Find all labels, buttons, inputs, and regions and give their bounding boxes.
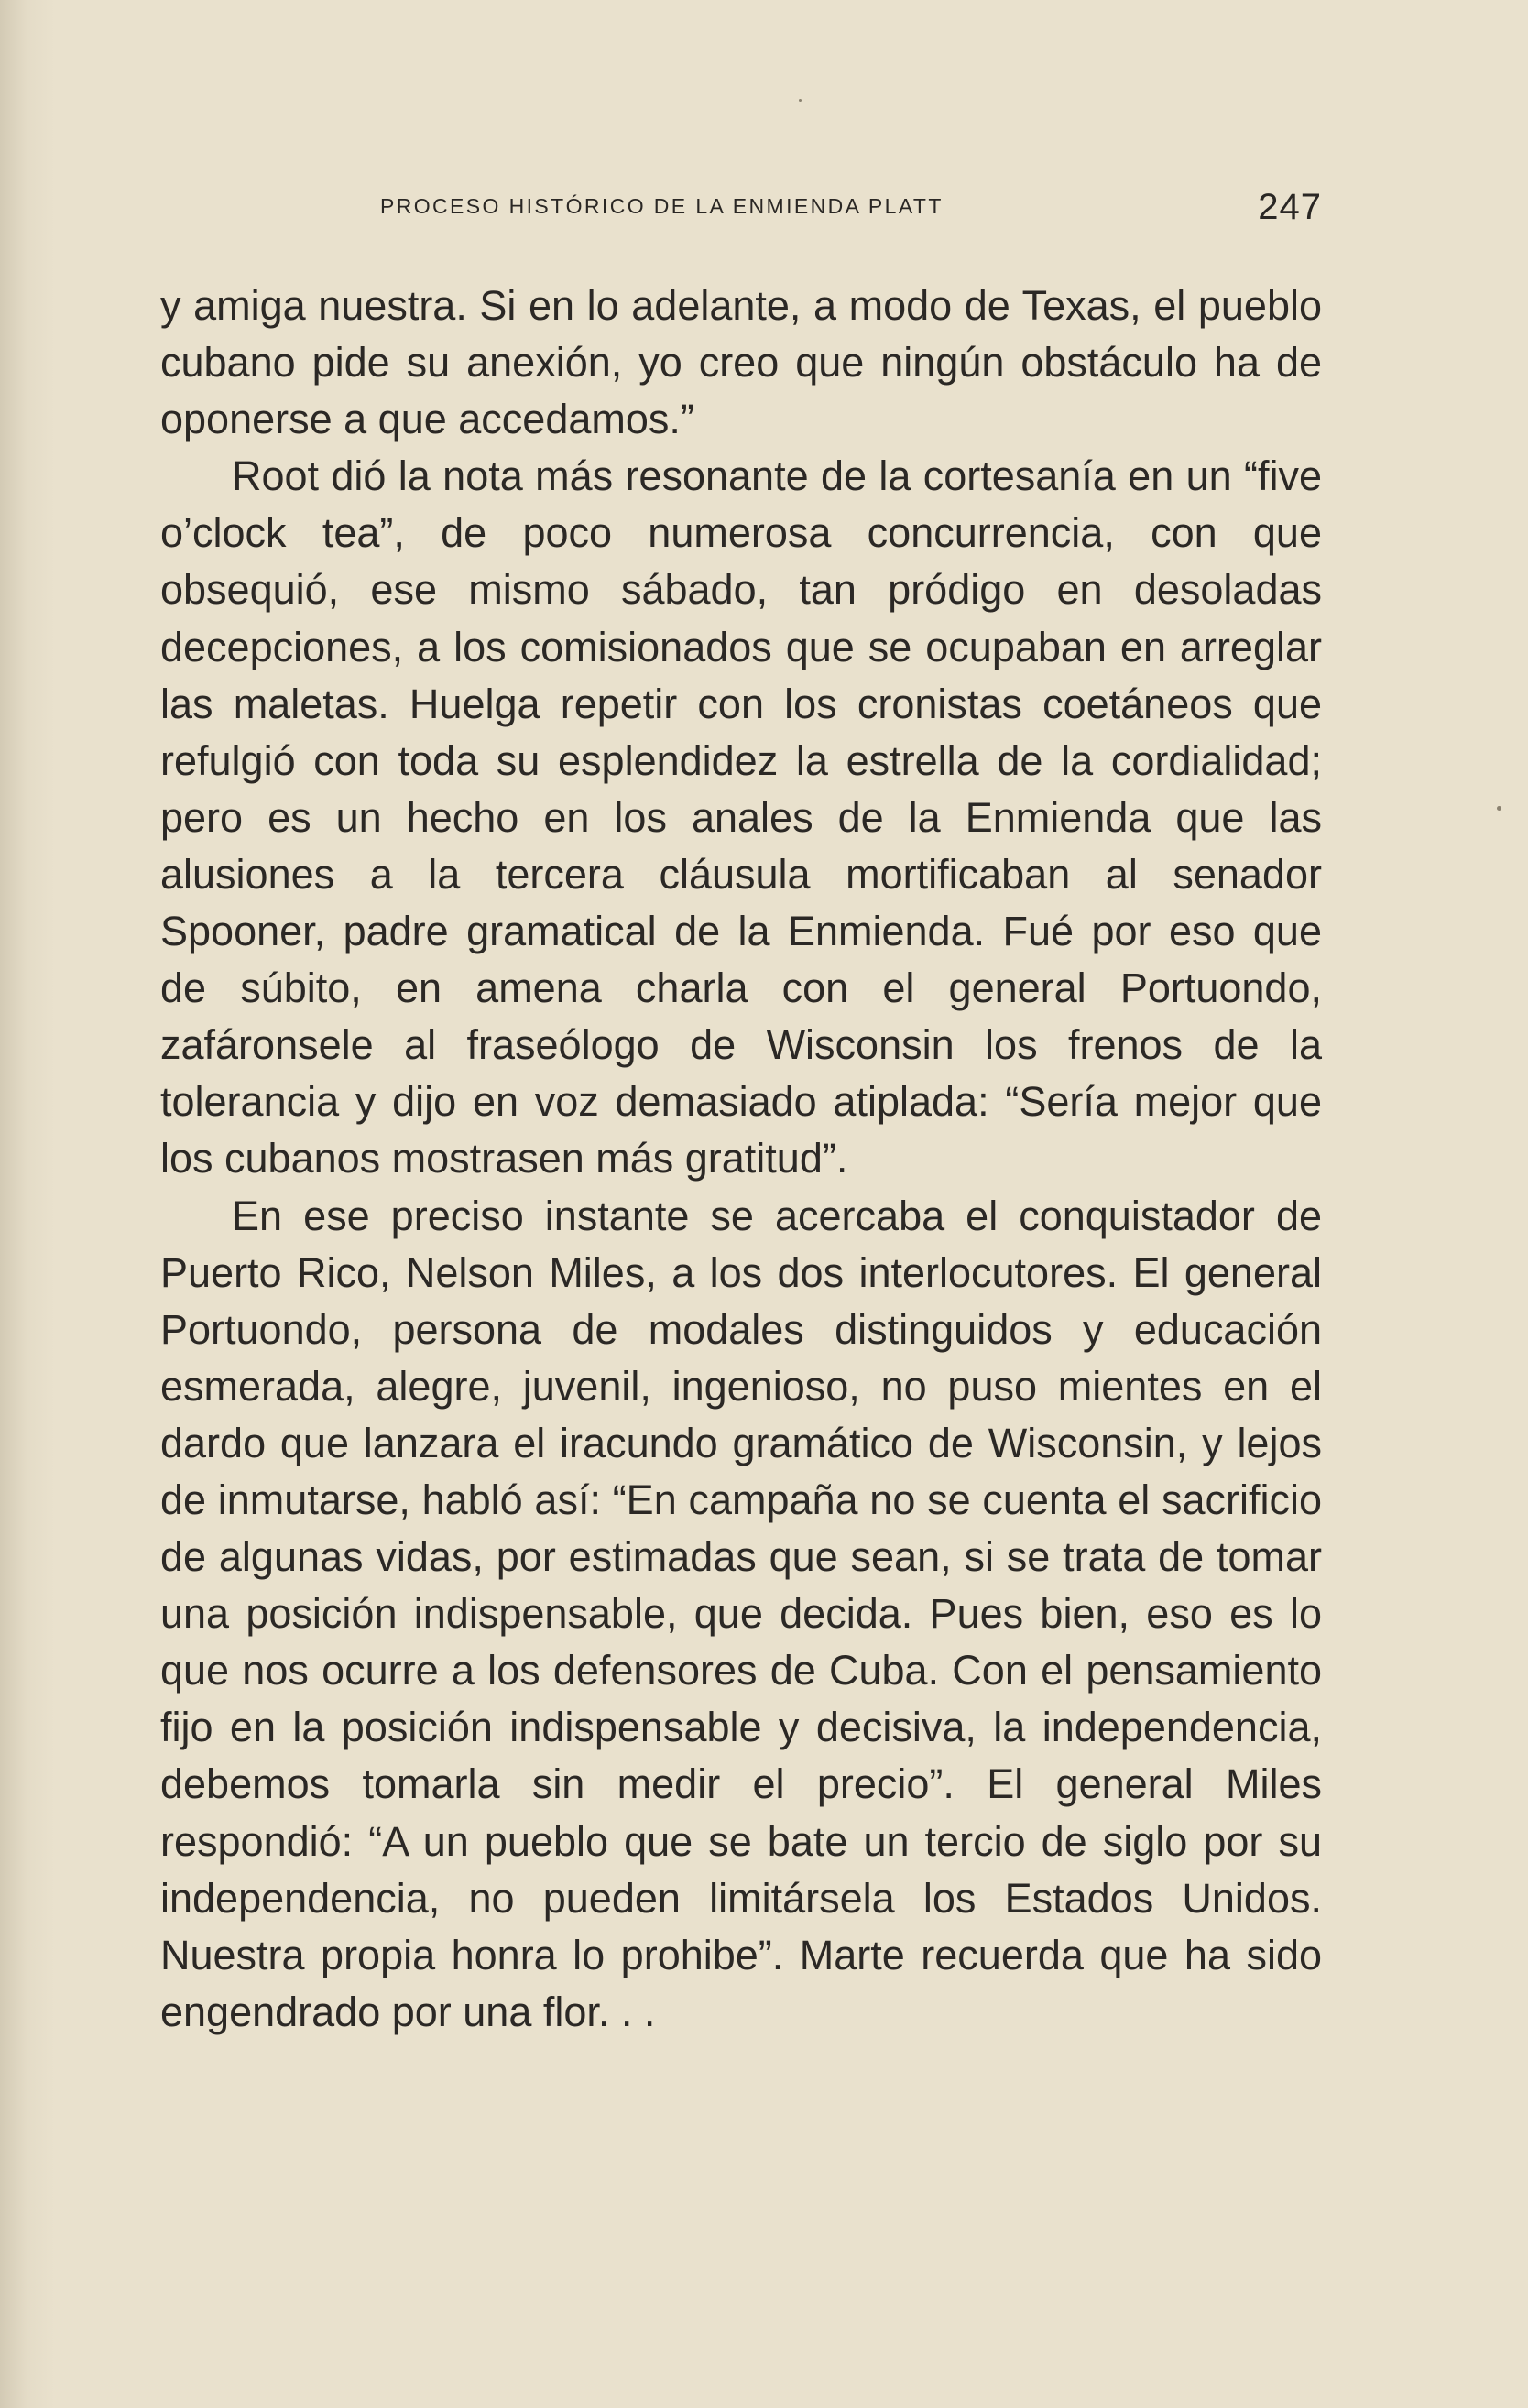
page-number: 247 [1258,187,1322,227]
paragraph-1: y amiga nuestra. Si en lo adelante, a modo de Texas, el pueblo cubano pide su anexión, yo creo que ningún obstáculo ha de oponerse a que accedamos.” [160,282,1322,443]
running-title: PROCESO HISTÓRICO DE LA ENMIENDA PLATT [380,194,944,218]
paper-speck [1497,806,1501,811]
body-text [160,278,1322,2041]
paragraph-3: En ese preciso instante se acercaba el conquistador de Puerto Rico, Nelson Miles, a los dos interlocutores. El general Portuondo, persona de modales distinguidos y educación esmerada, alegre, juvenil, ingenioso, no puso mientes en el dardo que lanzara el iracundo gramático de Wisconsin, y lejos de inmutarse, habló así: “En campaña no se cuenta el sacrificio de algunas vidas, por estimadas que sean, si se trata de tomar una posición indispensable, que decida. Pues bien, eso es lo que nos ocurre a los defensores de Cuba. Con el pensamiento fijo en la posición indispensable y decisiva, la independencia, debemos tomarla sin medir el precio”. El general Miles respondió: “A un pueblo que se bate un tercio de siglo por su independencia, no pueden limitársela los Estados Unidos. Nuestra propia honra lo prohibe”. Marte recuerda que ha sido engendrado por una flor. . . [160,1192,1322,2035]
paper-speck [799,99,802,102]
running-head [160,187,1322,236]
paragraph-2: Root dió la nota más resonante de la cortesanía en un “five o’clock tea”, de poco numerosa concurrencia, con que obsequió, ese mismo sábado, tan pródigo en desoladas decepciones, a los comisionados que se ocupaban en arreglar las maletas. Huelga repetir con los cronistas coetáneos que refulgió con toda su esplendidez la estrella de la cordialidad; pero es un hecho en los anales de la Enmienda que las alusiones a la tercera cláusula mortificaban al senador Spooner, padre gramatical de la Enmienda. Fué por eso que de súbito, en amena charla con el general Portuondo, zafáronsele al fraseólogo de Wisconsin los frenos de la tolerancia y dijo en voz demasiado atiplada: “Sería mejor que los cubanos mostrasen más gratitud”. [160,452,1322,1182]
